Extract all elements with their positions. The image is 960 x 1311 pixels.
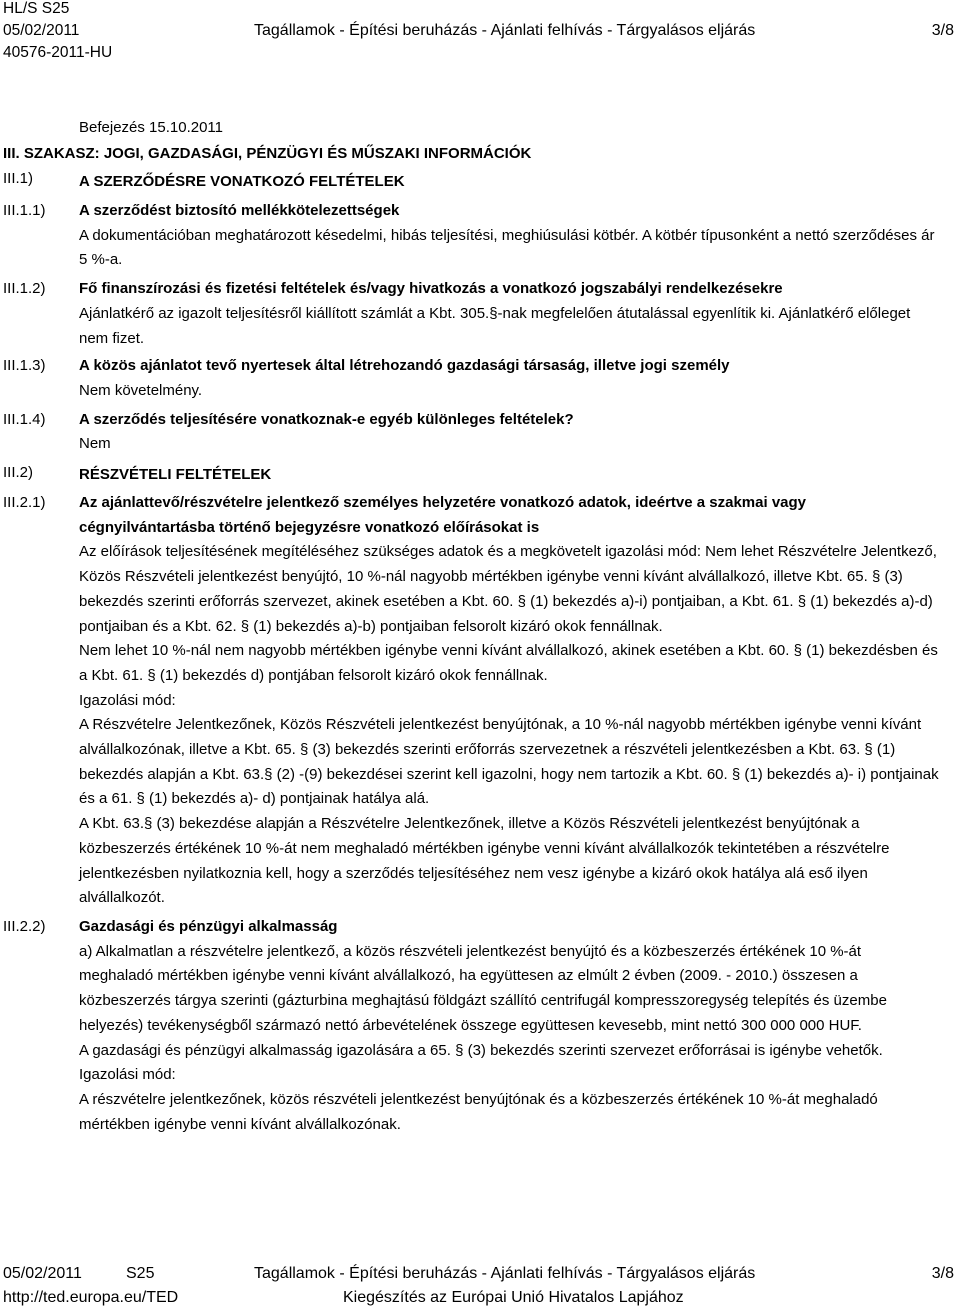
- section-title: RÉSZVÉTELI FELTÉTELEK: [79, 466, 272, 484]
- document-body: [0, 116, 960, 1137]
- paragraph: A Részvételre Jelentkezőnek, Közös Részvételi jelentkezést benyújtónak, a 10 %-nál nagyobb mértékben igénybe venni kívánt alvállalkozónak, illetve a Kbt. 65. § (3) bekezdés szerinti erőforrás szervezetnek a részvételi jelentkezésben a Kbt. 63. § (1) bekezdés alapján a Kbt. 63.§ (2) -(9) bekezdései szerint kell igazolni, hogy nem tartozik a Kbt. 60. § (1) bekezdés a)- i) pontjainak és a 61. § (1) bekezdés a)- d) pontjainak hatálya alá.: [79, 716, 939, 808]
- section-label: III.1.1): [3, 202, 46, 219]
- section-heading: III. SZAKASZ: JOGI, GAZDASÁGI, PÉNZÜGYI ÉS MŰSZAKI INFORMÁCIÓK: [3, 145, 532, 162]
- end-date: Befejezés 15.10.2011: [79, 119, 224, 136]
- section-title: Gazdasági és pénzügyi alkalmasság: [79, 917, 338, 935]
- page-header: [0, 0, 960, 75]
- footer-url[interactable]: http://ted.europa.eu/TED: [3, 1289, 179, 1306]
- page-footer: [0, 1264, 960, 1311]
- section-label: III.1.3): [3, 357, 46, 375]
- paragraph: A Kbt. 63.§ (3) bekezdése alapján a Részvételre Jelentkezőnek, illetve a Közös Részvételi jelentkezést benyújtónak a közbeszerzés értékének 10 %-át nem meghaladó mértékben igénybe venni kívánt alvállalkozók tekintetében a részvételre jelentkezésben nyilatkoznia kell, hogy a szerződés teljesítéséhez nem vesz igénybe a kizáró okok hatálya alá eső ilyen alvállalkozót.: [79, 815, 890, 907]
- section-label: III.2.2): [3, 917, 46, 935]
- footer-supplement: Kiegészítés az Európai Unió Hivatalos Lapjához: [343, 1289, 684, 1306]
- section-label: III.2.1): [3, 494, 46, 512]
- header-date: 05/02/2011: [3, 22, 80, 39]
- section-3-1-1: [0, 199, 960, 273]
- paragraph: a) Alkalmatlan a részvételre jelentkező, a közös részvételi jelentkezést benyújtó és a közbeszerzés értékének 10 %-át meghaladó mértékben igénybe venni kívánt alvállalkozó, ha együttesen az elmúlt 2 évben (2009. - 2010.) összesen a közbeszerzés tárgya szerinti (gázturbina meghajtású földgázt szállító centrifugál kompresszoregység telepítés és üzembe helyezés) tevékenységből származó nettó árbevételének összege együttesen kevesebb, mint nettó 300 000 000 HUF.: [79, 942, 887, 1034]
- section-title: A szerződést biztosító mellékkötelezettségek: [79, 202, 400, 219]
- footer-page-number: 3/8: [931, 1265, 954, 1282]
- section-label: III.1.2): [3, 280, 46, 298]
- section-label: III.1): [3, 170, 34, 187]
- paragraph: Igazolási mód:: [79, 1066, 176, 1084]
- section-text: A dokumentációban meghatározott késedelmi, hibás teljesítési, meghiúsulási kötbér. A kötbér típusonként a nettó szerződéses ár 5 %-a.: [79, 226, 935, 269]
- section-title: Az ajánlattevő/részvételre jelentkező személyes helyzetére vonatkozó adatok, ideértve a szakmai vagy cégnyilvántartásba történő bejegyzésre vonatkozó előírásokat is: [79, 494, 807, 536]
- paragraph: Az előírások teljesítésének megítéléséhez szükséges adatok és a megkövetelt igazolási mód: Nem lehet Részvételre Jelentkező, Közös Részvételi jelentkezést benyújtó, 10 %-nál nagyobb mértékben igénybe venni kívánt alvállalkozó, illetve Kbt. 65. § (3) bekezdés szerinti erőforrás szervezet, akinek esetében a Kbt. 60. § (1) bekezdés a)-i) pontjaiban, a Kbt. 61. § (1) bekezdés a)-d) pontjaiban és a Kbt. 62. § (1) bekezdés a)-b) pontjaiban felsorolt kizáró okok fennállnak.: [79, 543, 937, 635]
- section-text: Ajánlatkérő az igazolt teljesítésről kiállított számlát a Kbt. 305.§-nak megfelelően átutalással egyenlítik ki. Ajánlatkérő előleget nem fizet.: [79, 304, 911, 347]
- doc-code: HL/S S25: [3, 0, 70, 17]
- paragraph: A részvételre jelentkezőnek, közös részvételi jelentkezést benyújtónak és a közbeszerzés értékének 10 %-át meghaladó mértékben igénybe venni kívánt alvállalkozónak.: [79, 1090, 878, 1133]
- section-3-1: [0, 168, 960, 195]
- section-3-1-2: [0, 277, 960, 351]
- paragraph: A gazdasági és pénzügyi alkalmasság igazolására a 65. § (3) bekezdés szerinti szervezet erőforrásai is igénybe vehetők.: [79, 1041, 883, 1059]
- section-3-1-3: [0, 354, 960, 403]
- section-3-1-4: [0, 408, 960, 457]
- paragraph: Igazolási mód:: [79, 691, 176, 709]
- section-label: III.2): [3, 464, 34, 482]
- section-3-2-1: [0, 491, 960, 911]
- footer-title: Tagállamok - Építési beruházás - Ajánlati felhívás - Tárgyalásos eljárás: [254, 1265, 756, 1282]
- header-page-number: 3/8: [931, 22, 954, 39]
- section-3-2: [0, 461, 960, 488]
- section-title: Fő finanszírozási és fizetési feltételek és/vagy hivatkozás a vonatkozó jogszabályi rendelkezésekre: [79, 280, 783, 298]
- section-3-2-2: [0, 915, 960, 1137]
- section-title: A szerződés teljesítésére vonatkoznak-e egyéb különleges feltételek?: [79, 410, 574, 428]
- section-text: Nem követelmény.: [79, 381, 203, 399]
- section-text: Nem: [79, 435, 111, 453]
- section-label: III.1.4): [3, 410, 46, 428]
- footer-date: 05/02/2011: [3, 1265, 82, 1282]
- footer-series: S25: [126, 1265, 155, 1282]
- notice-number: 40576-2011-HU: [3, 44, 113, 61]
- header-title: Tagállamok - Építési beruházás - Ajánlati felhívás - Tárgyalásos eljárás: [254, 22, 756, 39]
- section-title: A SZERZŐDÉSRE VONATKOZÓ FELTÉTELEK: [79, 173, 405, 190]
- paragraph: Nem lehet 10 %-nál nem nagyobb mértékben igénybe venni kívánt alvállalkozó, akinek esetében a Kbt. 60. § (1) bekezdésben és a Kbt. 61. § (1) bekezdés d) pontjában felsorolt kizáró okok fennállnak.: [79, 642, 938, 684]
- section-title: A közös ajánlatot tevő nyertesek által létrehozandó gazdasági társaság, illetve jogi személy: [79, 357, 730, 375]
